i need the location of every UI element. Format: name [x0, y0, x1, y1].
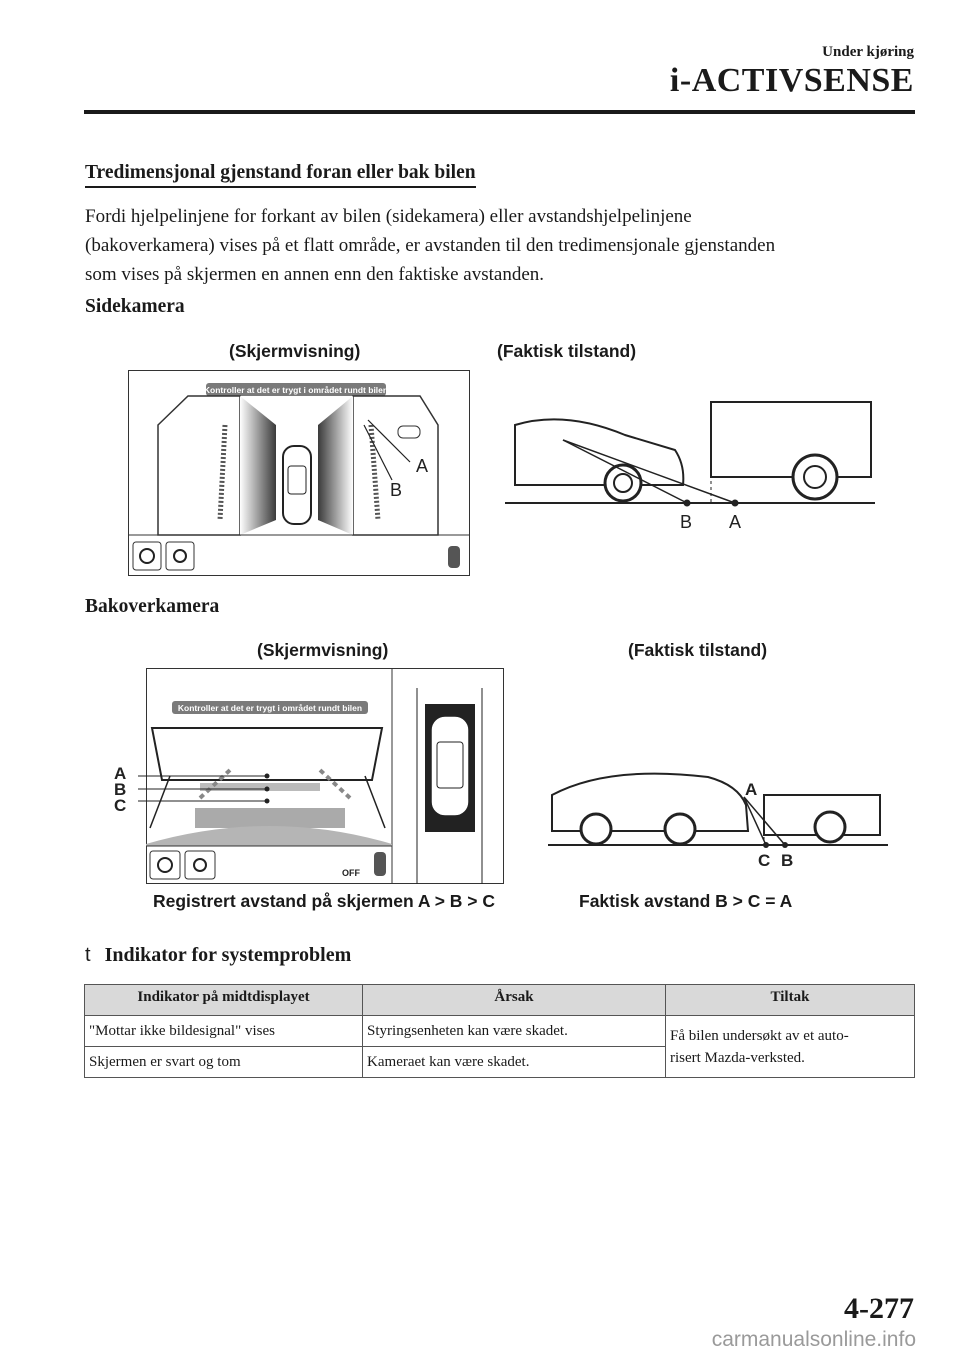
- side-actual-label-b: B: [680, 512, 693, 532]
- table-row: [85, 1016, 915, 1047]
- paragraph-line: (bakoverkamera) vises på et flatt område, er avstanden til den tredimensjonale gjenstanden: [85, 235, 776, 256]
- header-rule: [84, 110, 915, 114]
- actual-distance-caption: Faktisk avstand B > C = A: [579, 891, 793, 911]
- side-caption-screen: (Skjermvisning): [229, 341, 361, 361]
- screen-distance-caption: Registrert avstand på skjermen A > B > C: [153, 891, 496, 911]
- side-screen-illustration: [128, 370, 470, 576]
- page-title: i-ACTIVSENSE: [669, 62, 914, 99]
- paragraph-line: Fordi hjelpelinjene for forkant av bilen (sidekamera) eller avstandshjelpelinjene: [85, 206, 692, 227]
- rear-off-label: OFF: [342, 868, 360, 878]
- rear-actual-label-b: B: [781, 851, 794, 870]
- indicator-title: Indikator for systemproblem: [104, 944, 352, 966]
- section-paragraph: [85, 202, 915, 289]
- table-header-row: [85, 985, 915, 1016]
- rear-screen-label-c: C: [114, 796, 127, 815]
- table-header: Årsak: [363, 985, 666, 1016]
- rear-screen-label-a: A: [114, 764, 127, 783]
- side-banner-text: Kontroller at det er trygt i området rundt bilen: [203, 385, 389, 395]
- rear-actual-illustration: [548, 765, 888, 870]
- indicator-table: [84, 984, 915, 1078]
- rear-banner-text: Kontroller at det er trygt i området rundt bilen: [177, 703, 363, 713]
- rear-camera-heading: Bakoverkamera: [85, 596, 220, 617]
- rear-caption-actual: (Faktisk tilstand): [628, 640, 768, 660]
- indicator-heading: [85, 944, 351, 967]
- bullet-icon: t: [85, 944, 91, 966]
- side-screen-label-a: A: [416, 456, 429, 476]
- page-number: 4-277: [844, 1292, 914, 1325]
- table-cell: "Mottar ikke bildesignal" vises: [85, 1016, 363, 1047]
- table-cell: Skjermen er svart og tom: [85, 1047, 363, 1078]
- watermark: carmanualsonline.info: [711, 1328, 916, 1351]
- table-header: Indikator på midtdisplayet: [85, 985, 363, 1016]
- table-cell-action: Få bilen undersøkt av et auto- risert Mazda-verksted.: [665, 1016, 914, 1078]
- table-cell: Kameraet kan være skadet.: [363, 1047, 666, 1078]
- side-screen-label-b: B: [390, 480, 403, 500]
- rear-caption-screen: (Skjermvisning): [257, 640, 389, 660]
- rear-screen-label-b: B: [114, 780, 127, 799]
- table-cell: Styringsenheten kan være skadet.: [363, 1016, 666, 1047]
- rear-actual-label-a: A: [745, 780, 758, 799]
- section-title: Tredimensjonal gjenstand foran eller bak bilen: [85, 162, 476, 188]
- rear-screen-illustration: [110, 668, 505, 884]
- side-actual-label-a: A: [729, 512, 742, 532]
- side-caption-actual: (Faktisk tilstand): [497, 341, 637, 361]
- chapter-label: Under kjøring: [822, 44, 914, 60]
- side-camera-heading: Sidekamera: [85, 296, 185, 317]
- paragraph-line: som vises på skjermen en annen enn den faktiske avstanden.: [85, 264, 545, 285]
- rear-actual-label-c: C: [758, 851, 771, 870]
- side-actual-illustration: [505, 395, 875, 535]
- table-header: Tiltak: [665, 985, 914, 1016]
